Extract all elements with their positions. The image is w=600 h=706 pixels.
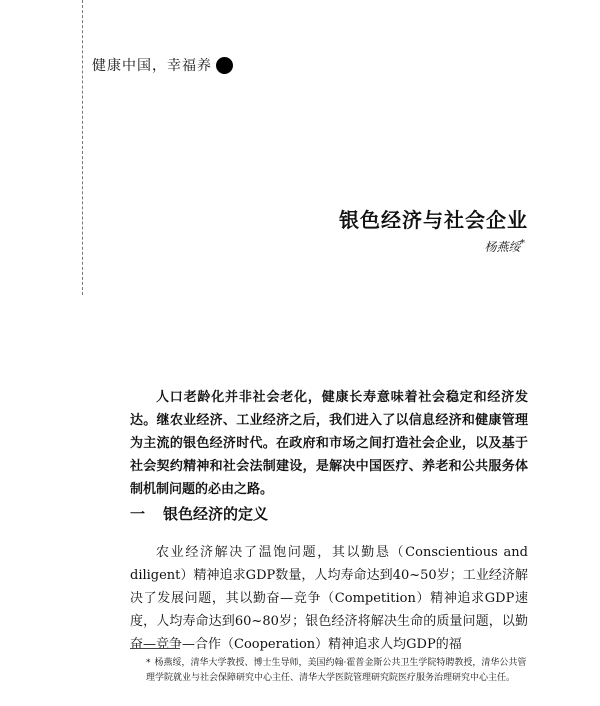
running-header	[92, 55, 233, 75]
abstract-text: 人口老龄化并非社会老化，健康长寿意味着社会稳定和经济发达。继农业经济、工业经济之后，我们进入了以信息经济和健康管理为主流的银色经济时代。在政府和市场之间打造社会企业，以及基于社会契约精神和社会法制建设，是解决中国医疗、养老和公共服务体制机制问题的必由之路。	[130, 390, 528, 497]
footnote-mark: *	[146, 658, 151, 668]
margin-dashed-line	[82, 0, 83, 295]
article-author	[484, 238, 525, 255]
section-number: 一	[130, 505, 146, 523]
footnote-text: 杨燕绥，清华大学教授、博士生导师，美国约翰·霍普金斯公共卫生学院特聘教授，清华公共管理学院就业与社会保障研究中心主任、清华大学医院管理研究院医疗服务治理研究中心主任。	[146, 658, 527, 683]
abstract	[130, 386, 528, 501]
body-text	[130, 541, 528, 656]
author-footnote-mark: *	[520, 239, 525, 249]
header-text: 健康中国，幸福养	[92, 58, 212, 74]
footnote	[146, 656, 530, 686]
header-bullet-icon	[216, 57, 233, 74]
article-title: 银色经济与社会企业	[339, 208, 528, 232]
body-paragraph: 农业经济解决了温饱问题，其以勤恳（Conscientious and diligent）精神追求GDP数量，人均寿命达到40~50岁；工业经济解决了发展问题，其以勤奋—竞争（Competition）精神追求GDP速度，人均寿命达到60~80岁；银色经济将解决生命的质量问题，以勤奋—竞争—合作（Cooperation）精神追求人均GDP的福	[130, 545, 528, 652]
section-title: 银色经济的定义	[163, 505, 269, 523]
section-heading	[130, 503, 268, 524]
footnote-divider	[130, 648, 180, 649]
author-name: 杨燕绥	[484, 240, 521, 254]
